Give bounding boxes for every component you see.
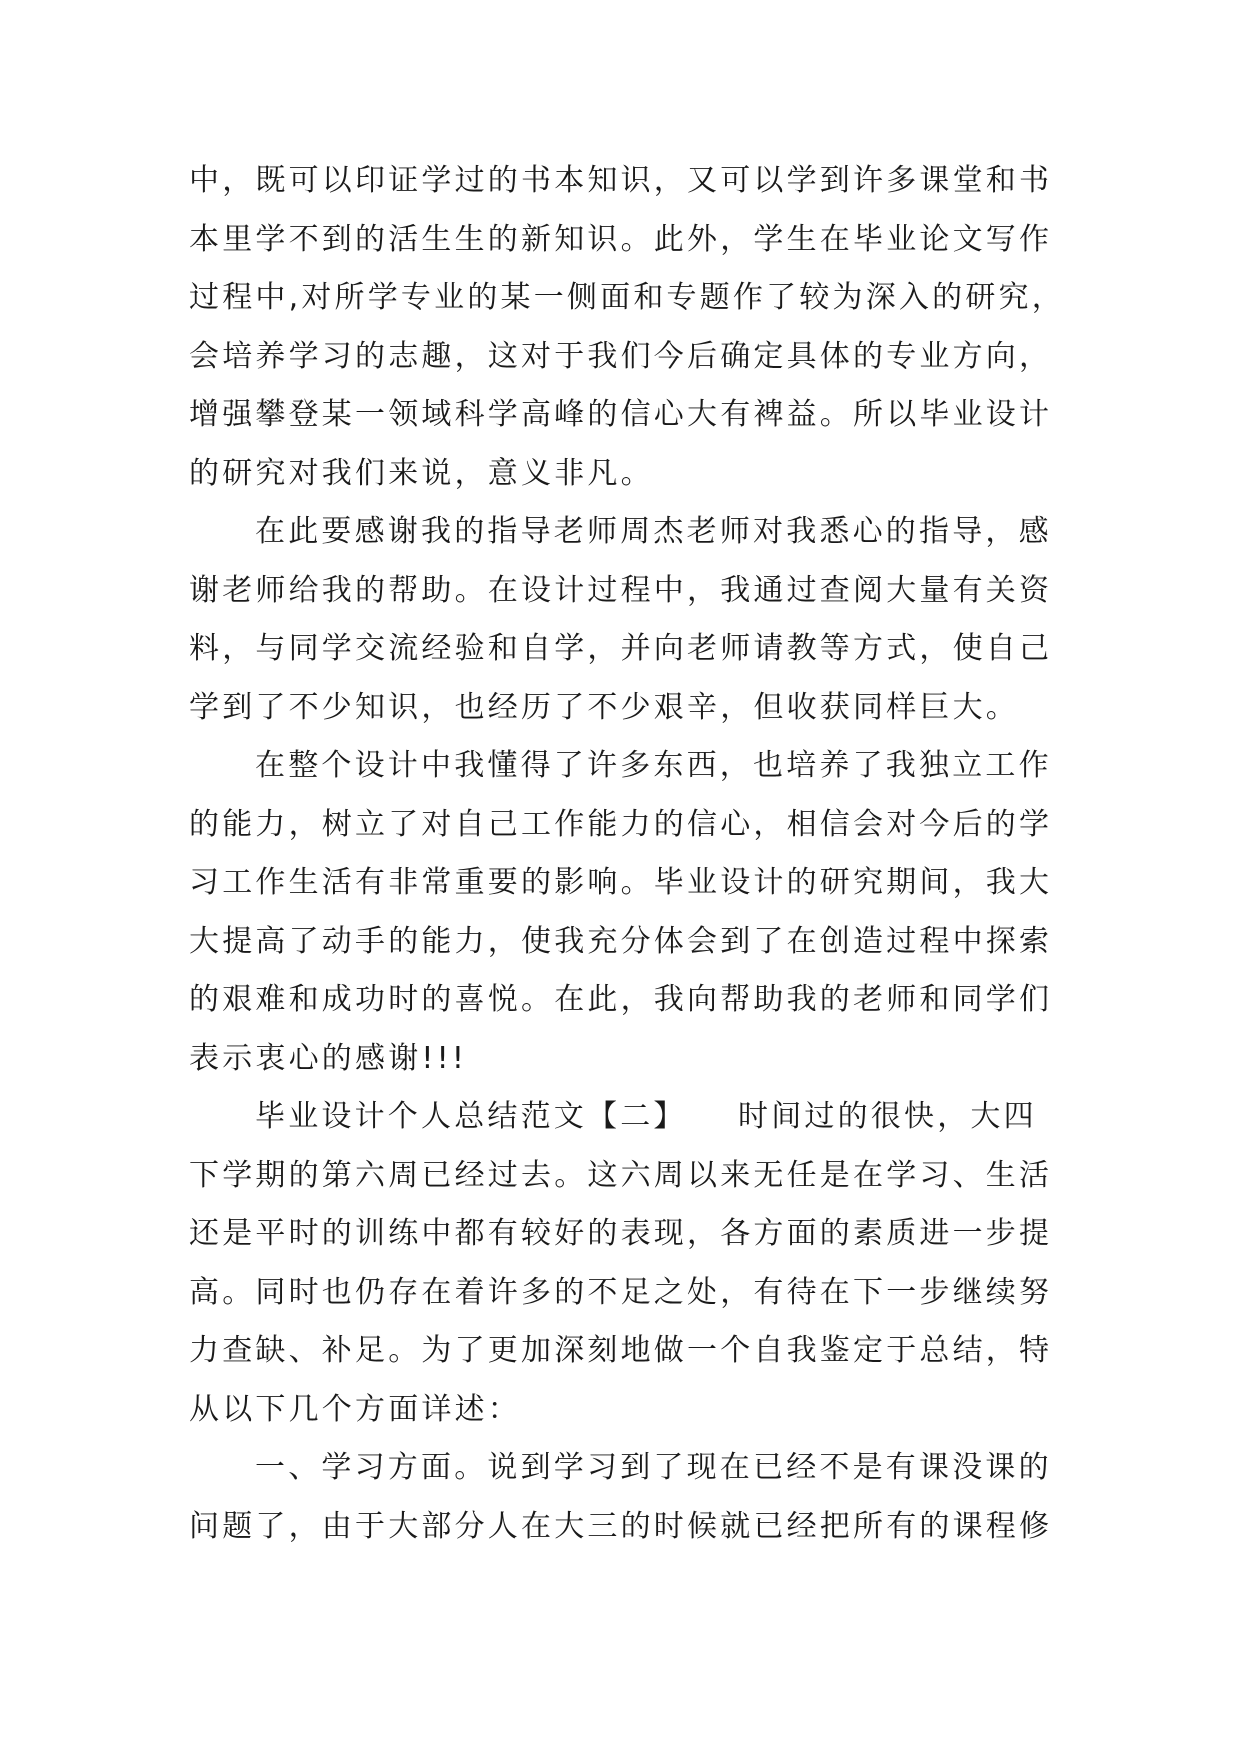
document-body xyxy=(189,152,1069,1556)
text-line: 学到了不少知识，也经历了不少艰辛，但收获同样巨大。 xyxy=(189,689,1019,725)
text-line: 习工作生活有非常重要的影响。毕业设计的研究期间，我大 xyxy=(189,865,1053,900)
text-line: 的能力，树立了对自己工作能力的信心，相信会对今后的学 xyxy=(189,806,1053,842)
text-line: 谢老师给我的帮助。在设计过程中，我通过查阅大量有关资 xyxy=(189,572,1053,608)
text-line: 的研究对我们来说，意义非凡。 xyxy=(189,455,654,491)
paragraph-start-line: 一、学习方面。说到学习到了现在已经不是有课没课的 xyxy=(255,1450,1052,1485)
text-line: 下学期的第六周已经过去。这六周以来无任是在学习、生活 xyxy=(189,1157,1053,1193)
section-heading-line: 毕业设计个人总结范文【二】 时间过的很快，大四 xyxy=(255,1099,1037,1134)
text-line: 的艰难和成功时的喜悦。在此，我向帮助我的老师和同学们 xyxy=(189,982,1053,1017)
text-line: 力查缺、补足。为了更加深刻地做一个自我鉴定于总结，特 xyxy=(189,1333,1053,1368)
text-line: 还是平时的训练中都有较好的表现，各方面的素质进一步提 xyxy=(189,1216,1053,1251)
text-line: 会培养学习的志趣，这对于我们今后确定具体的专业方向， xyxy=(189,338,1053,374)
text-line: 从以下几个方面详述： xyxy=(189,1391,521,1427)
text-line: 料，与同学交流经验和自学，并向老师请教等方式，使自己 xyxy=(189,631,1053,666)
text-line: 中，既可以印证学过的书本知识，又可以学到许多课堂和书 xyxy=(189,163,1053,198)
text-line: 高。同时也仍存在着许多的不足之处，有待在下一步继续努 xyxy=(189,1274,1053,1310)
text-line: 大提高了动手的能力，使我充分体会到了在创造过程中探索 xyxy=(189,923,1053,959)
paragraph-start-line: 在整个设计中我懂得了许多东西，也培养了我独立工作 xyxy=(255,748,1052,783)
paragraph-start-line: 在此要感谢我的指导老师周杰老师对我悉心的指导，感 xyxy=(255,514,1052,549)
text-line: 本里学不到的活生生的新知识。此外，学生在毕业论文写作 xyxy=(189,221,1053,257)
text-line: 问题了，由于大部分人在大三的时候就已经把所有的课程修 xyxy=(189,1508,1053,1544)
text-line: 增强攀登某一领域科学高峰的信心大有裨益。所以毕业设计 xyxy=(189,397,1053,432)
text-line: 过程中,对所学专业的某一侧面和专题作了较为深入的研究， xyxy=(189,280,1065,315)
text-line: 表示衷心的感谢!!! xyxy=(189,1040,468,1076)
